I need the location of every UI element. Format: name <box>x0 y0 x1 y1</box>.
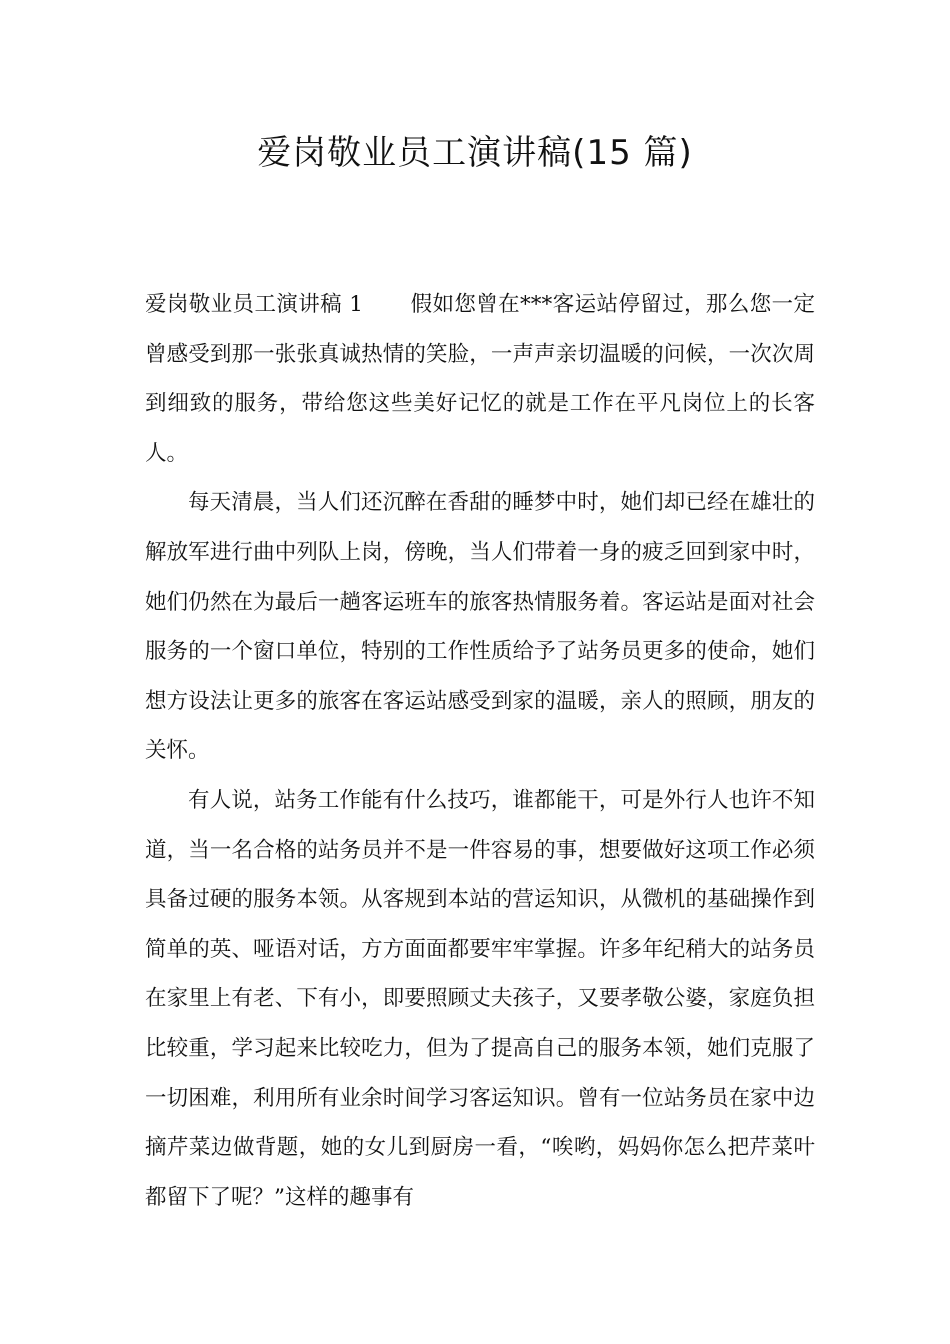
paragraph-2: 每天清晨，当人们还沉醉在香甜的睡梦中时，她们却已经在雄壮的解放军进行曲中列队上岗，傍晚，当人们带着一身的疲乏回到家中时，她们仍然在为最后一趟客运班车的旅客热情服务着。客运站是面对社会服务的一个窗口单位，特别的工作性质给予了站务员更多的使命，她们想方设法让更多的旅客在客运站感受到家的温暖，亲人的照顾，朋友的关怀。 <box>145 490 815 764</box>
paragraph-3: 有人说，站务工作能有什么技巧，谁都能干，可是外行人也许不知道，当一名合格的站务员并不是一件容易的事，想要做好这项工作必须具备过硬的服务本领。从客规到本站的营运知识，从微机的基础操作到简单的英、哑语对话，方方面面都要牢牢掌握。许多年纪稍大的站务员在家里上有老、下有小，即要照顾丈夫孩子，又要孝敬公婆，家庭负担比较重，学习起来比较吃力，但为了提高自己的服务本领，她们克服了一切困难，利用所有业余时间学习客运知识。曾有一位站务员在家中边摘芹菜边做背题，她的女儿到厨房一看，“唉哟，妈妈你怎么把芹菜叶都留下了呢？”这样的趣事有 <box>145 787 815 1210</box>
paragraph-1 <box>145 280 815 478</box>
document-title: 爱岗敬业员工演讲稿(15 篇) <box>257 133 693 173</box>
paragraph-1-text: 假如您曾在***客运站停留过，那么您一定曾感受到那一张张真诚热情的笑脸，一声声亲切温暖的问候，一次次周到细致的服务，带给您这些美好记忆的就是工作在平凡岗位上的长客人。 <box>145 292 815 466</box>
document-body <box>145 280 815 1222</box>
section-heading: 爱岗敬业员工演讲稿 1 <box>145 292 363 317</box>
